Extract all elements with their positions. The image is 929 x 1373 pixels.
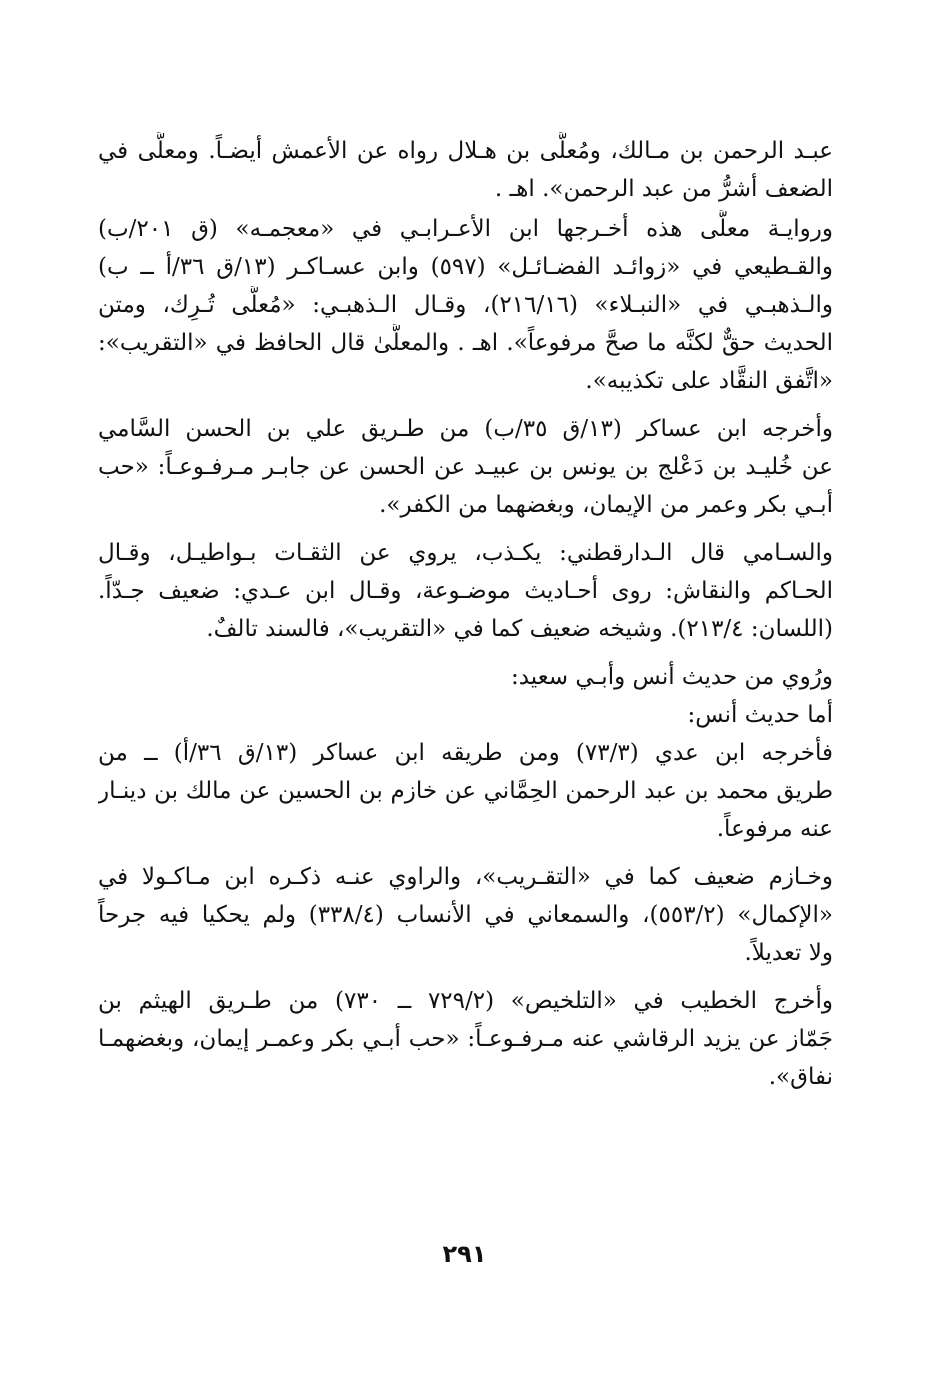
paragraph [98, 982, 833, 1096]
paragraph [98, 858, 833, 972]
text-line: والسـامي قال الـدارقطني: يكـذب، يروي عن الثقـات بـواطيـل، وقـال [98, 540, 833, 566]
text-line: الضعف أشرُّ من عبد الرحمن». اهـ . [494, 176, 833, 202]
text-line: عبـد الرحمن بن مـالك، ومُعلَّى بن هـلال رواه عن الأعمش أيضـاً. ومعلَّى في [98, 138, 833, 164]
text-line: طريق محمد بن عبد الرحمن الحِمَّاني عن خازم بن الحسين عن مالك بن دينـار [98, 778, 833, 804]
text-line: وأخرجه ابن عساكر (١٣/ق ٣٥/ب) من طـريق علي بن الحسن السَّامي [98, 416, 833, 442]
text-line: ولا تعديلاً. [744, 940, 833, 966]
text-line: فأخرجه ابن عدي (٧٣/٣) ومن طريقه ابن عساكر (١٣/ق ٣٦/أ) ــ من [98, 740, 833, 766]
paragraph [98, 132, 833, 208]
paragraph [98, 210, 833, 400]
text-line: «الإكمال» (٥٥٣/٢)، والسمعاني في الأنساب (٣٣٨/٤) ولم يحكيا فيه جرحاً [98, 902, 833, 928]
text-line: عن خُليـد بن دَعْلج بن يونس بن عبيـد عن الحسن عن جابـر مـرفـوعـاً: «حب [98, 454, 833, 480]
paragraph [98, 658, 833, 696]
text-line: جَمّاز عن يزيد الرقاشي عنه مـرفـوعـاً: «حب أبـي بكر وعمـر إيمان، وبغضهمـا [98, 1026, 833, 1052]
text-line: «اتَّفق النقَّاد على تكذيبه». [585, 368, 833, 394]
text-line: الحديث حقٌّ لكنَّه ما صحَّ مرفوعاً». اهـ . والمعلَّىٰ قال الحافظ في «التقريب»: [98, 330, 833, 356]
page-number: ٢٩١ [442, 1240, 487, 1268]
paragraph [98, 410, 833, 524]
text-line: ورُوي من حديث أنس وأبـي سعيد: [510, 664, 833, 690]
text-line: أما حديث أنس: [687, 702, 833, 728]
text-line: وأخرج الخطيب في «التلخيص» (٧٢٩/٢ ــ ٧٣٠) من طـريق الهيثم بن [98, 988, 833, 1014]
text-line: والـذهبـي في «النبـلاء» (٢١٦/١٦)، وقـال الـذهبـي: «مُعلَّى تُـرِك، ومتن [98, 292, 833, 318]
text-line: والقـطيعي في «زوائـد الفضـائـل» (٥٩٧) وابن عسـاكـر (١٣/ق ٣٦/أ ــ ب) [98, 254, 833, 280]
text-line: (اللسان: ٢١٣/٤). وشيخه ضعيف كما في «التقريب»، فالسند تالفٌ. [206, 616, 833, 642]
paragraph [98, 534, 833, 648]
text-line: وخـازم ضعيف كما في «التقـريب»، والراوي عنـه ذكـره ابن مـاكـولا في [98, 864, 833, 890]
page-body [98, 132, 833, 1096]
text-line: وروايـة معلَّى هذه أخـرجها ابن الأعـرابـي في «معجمـه» (ق ٢٠١/ب) [98, 216, 833, 242]
text-line: الحـاكم والنقاش: روى أحـاديث موضـوعة، وقـال ابن عـدي: ضعيف جـدّاً. [98, 578, 833, 604]
text-line: أبـي بكر وعمر من الإيمان، وبغضهما من الكفر». [379, 492, 833, 518]
paragraph [98, 734, 833, 848]
text-line: نفاق». [768, 1064, 833, 1090]
text-line: عنه مرفوعاً. [716, 816, 833, 842]
paragraph [98, 696, 833, 734]
